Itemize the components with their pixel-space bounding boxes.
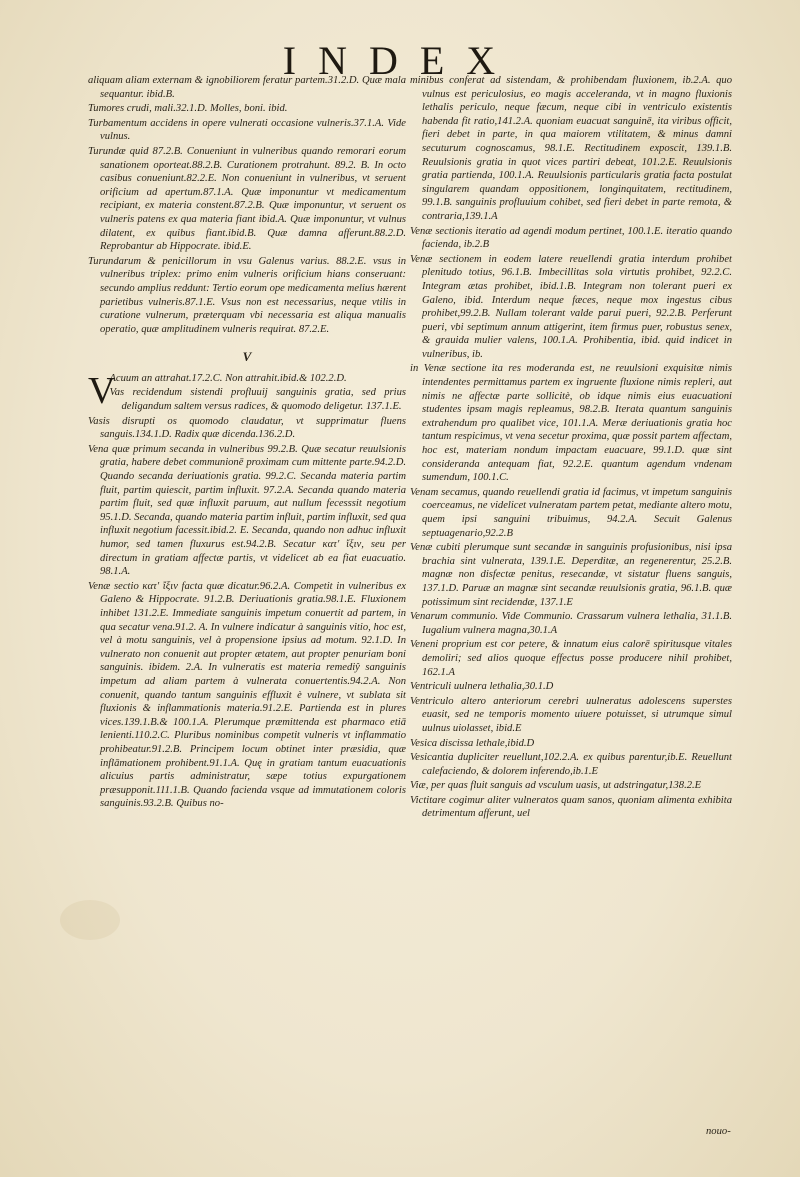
index-entry: Viæ, per quas fluit sanguis ad vsculum uasis, ut adstringatur,138.2.E (410, 780, 702, 792)
index-entry: Turbamentum accidens in opere vulnerati occasione vulneris.37.1.A. Vide vulnus. (88, 117, 406, 143)
paper-stain (60, 900, 120, 940)
index-entry: aliquam aliam externam & ignobiliorem feratur partem.31.2.D. Quæ mala sequantur. ibid.B. (88, 75, 406, 100)
index-entry: Vesica discissa lethale,ibid.D (410, 737, 535, 749)
drop-cap: V (88, 369, 116, 412)
index-entry: in Venæ sectione ita res moderanda est, ne reuulsioni exquisitæ nimis intendentes permittamus partem ex ingruente fluxione nimis repleri, aut nimis ne affectæ parte sollicitè, ob idque nimis eius euacuationi studentes ipsam magis repleamus, 98.2.B. Iterata quantum sanguinis extrahendum pro qualibet vice, 101.1.A. Meræ deriuationis gratia hoc tantum respicimus, vt vena secetur proxima, quæ possit partem affectam, hoc est, materiam nondum impactam euacuare, 99.1.D. quæ sint consideranda antequam fiat, 92.2.E. quantum agendum vndenam sumendum, 100.1.C. (410, 363, 732, 484)
index-entry: minibus conferat ad sistendam, & prohibendam fluxionem, ib.2.A. quo vulnus est periculosius, eo magis acceleranda, vt in magno fluxionis lethalis periculo, neque fæcum, neque cibi in ventriculo existentis habenda fit ratio,141.2.A. quoniam euacuat sanguinē, ita viribus officit, fieri debet in parte, in qua maiorem vtilitatem, & minus damni secuturum cognoscamus, 98.1.E. Rectitudinem exposcit, 139.1.B. Reuulsionis gratia in quot vices partiri debeat, 101.2.E. Reuulsionis gratia partienda, 100.1.A. Reuulsionis particularis gratia facta postulat singularem quandam oppositionem, longinquitatem, rectitudinem, 99.1.B. sanguinis profluuium cohibet, sed fieri debet in parte remota, & contraria,139.1.A (410, 75, 732, 222)
index-entry: Venæ sectio κατ' ἴξιν facta quæ dicatur.96.2.A. Competit in vulneribus ex Galeno & Hippocrate. 91.2.B. Deriuationis gratia.98.1.E. Fluxionem inhibet 131.2.E. Immediate sanguinis impetum conuertit ad partem, in qua secatur vena.91.2. A. In vulnere indicatur à sanguinis vitio, hoc est, vel à motu sanguinis, vel à propensione ipsius ad motum. 92.1.D. In vulnerato non conuenit aut propter ætatem, aut propter penuriam boni sanguinis. ibidem. 2.A. In vulneratis est materia remediŷ sanguinis impetum ad aliam partem à vulnerata conuertentis.94.2.A. Non conuenit, quando tantum sanguinis effluxit è vulnere, vt sublata sit fluxionis & inflammationis materia.91.2.E. Partienda est in plures vices.139.1.B.& 100.1.A. Plerumque præmittenda est pharmaco etiā lenienti.110.2.C. Pluribus nominibus competit vulneris vt inflammatio prohibeatur.91.2.B. Principem locum obtinet inter præsidia, quæ inflāmationem prohibent.91.1.A. Quę in gratiam tantum euacuationis alicuius partis administratur, sæpe totius expurgationem præsupponit.111.1.B. Quando facienda vsque ad immutationem coloris sanguinis.93.2.B. Quibus no- (88, 580, 406, 810)
index-entry: Venæ sectionem in eodem latere reuellendi gratia interdum prohibet plenitudo totius, 96.1.B. Imbecillitas sola virtutis prohibet, 92.2.C. Integram ætas prohibet, ibid.1.B. Integram non tolerant pueri ex Galeno, ibid. Interdum neque fæces, neque mox ingestus cibus prohibet,99.2.B. Nullam tolerant valde parui pueri, 92.2.B. Perferunt pueri, vbi septimum annum attigerint, item firmus puer, robustus senex, & grauida mulier valens, 100.1.A. Prohibentia, ibid. quid indicet in vulneribus, ib. (410, 253, 732, 360)
index-entry: Vasis disrupti os quomodo claudatur, vt supprimatur fluens sanguis.134.1.D. Radix quæ dicenda.136.2.D. (88, 415, 406, 441)
index-entry: Victitare cogimur aliter vulneratos quam sanos, quoniam alimenta exhibita detrimentum afferunt, uel (410, 794, 732, 820)
catchword: nouo- (706, 1126, 731, 1137)
index-heading: INDEX (282, 38, 518, 83)
index-entry: Venæ sectionis iteratio ad agendi modum pertinet, 100.1.E. iteratio quando facienda, ib.2.B (410, 225, 732, 251)
left-column (88, 74, 406, 812)
index-entry: Vas recidendum sistendi profluuij sanguinis gratia, sed prius deligandum saltem versus radices, & quomodo deligetur. 137.1.E. (109, 387, 406, 413)
index-entry: Ventriculi uulnera lethalia,30.1.D (410, 681, 554, 693)
index-entry: Vesicantia dupliciter reuellunt,102.2.A. ex quibus parentur,ib.E. Reuellunt calefaciendo, & dolorem inferendo,ib.1.E (410, 752, 732, 777)
index-entry: Veneni proprium est cor petere, & innatum eius calorē spiritusque vitales demoliri; sed alios quoque effectus posse producere nihil prohibet, 162.1.A (410, 639, 732, 678)
index-entry: Turundarum & penicillorum in vsu Galenus varius. 88.2.E. vsus in vulneribus triplex: primo enim vulneris orificium hians conseruant: secundo amplius reddunt: Tertio eorum ope medicamenta melius hærent parietibus vulneris.87.1.E. Vsus non est necessarius, neque vtilis in curatione vulnerum, præterquam vbi necessaria est aliqua manualis operatio, quæ amplitudinem vulneris requirat. 87.2.E. (88, 255, 407, 335)
right-column (410, 74, 732, 822)
index-entry: Ventriculo altero anteriorum cerebri uulneratus adolescens superstes euasit, sed ne temporis momento uiuere potuisset, si utrumque simul uulnus uiolasset, ibid.E (410, 695, 732, 734)
index-entry: Turundæ quid 87.2.B. Conueniunt in vulneribus quando remorari eorum sanationem oporteat.88.2.B. Curationem protrahunt. 89.2. B. In octo casibus conueniunt.82.2.E. Non conueniunt in vulneribus, vt seruent orificium ad apertum.87.1.A. Quæ imponuntur vt medicamentum recipiant, ex materia constent.87.2.B. Quæ imponuntur, vt seruent os vulneris patens ex qua materia fiant ibid.A. Quæ imponuntur, vt vulnus dilatent, ex quibus fiant.ibid.B. Quæ damna afferunt.88.2.D. Reprobantur ab Hippocrate. ibid.E. (88, 145, 406, 253)
index-entry: Tumores crudi, mali.32.1.D. Molles, boni. ibid. (88, 103, 288, 115)
index-entry: Vena quæ primum secanda in vulneribus 99.2.B. Quæ secatur reuulsionis gratia, habere debet communionē proximam cum mittente parte.94.2.D. Quando secanda deriuationis gratia. 99.2.C. Secanda materia partim fluit, partim quiescit, partim influxit. 97.2.A. Secanda quando materia partim fluit, sed quæ influxit paruum, aut nullum fecesssit negotium 95.1.D. Secanda, quando materia partim influit, partim influxit, sed qua influxit negotium facessit.ibid.2. E. Secanda, quando non adhuc influxit humor, sed tamen fluxurus est.94.2.B. Secatur κατ' ἴξιν, seu per directum in gratiam affectæ partis, vt videlicet ab ea fiat euacuatio. 98.1.A. (88, 443, 406, 578)
entry-text: Acuum an attrahat.17.2.C. Non attrahit.ibid.& 102.2.D. (109, 372, 347, 384)
index-entry: Venæ cubiti plerumque sunt secandæ in sanguinis profusionibus, nisi ipsa brachia sint vulnerata, 139.1.E. Deperditæ, an regenerentur, 25.2.B. magnæ non disfectæ penitus, resecandæ, vt sistatur fluens sanguis, 137.1.D. Paruæ an magnæ sint secandæ reuulsionis gratia, 96.1.B. quæ potissimum sint recidendæ, 137.1.E (410, 542, 732, 608)
index-entry: Venarum communio. Vide Communio. Crassarum vulnera lethalia, 31.1.B. Iugalium vulnera magna,30.1.A (410, 611, 732, 636)
index-entry: Venam secamus, quando reuellendi gratia id facimus, vt impetum sanguinis coerceamus, ne videlicet vulneratam partem petat, mediante altero motu, quem ipsi sanguini tribuimus, 94.2.A. Secuit Galenus septuagenario,92.2.B (410, 486, 732, 539)
section-letter: V (242, 349, 252, 365)
